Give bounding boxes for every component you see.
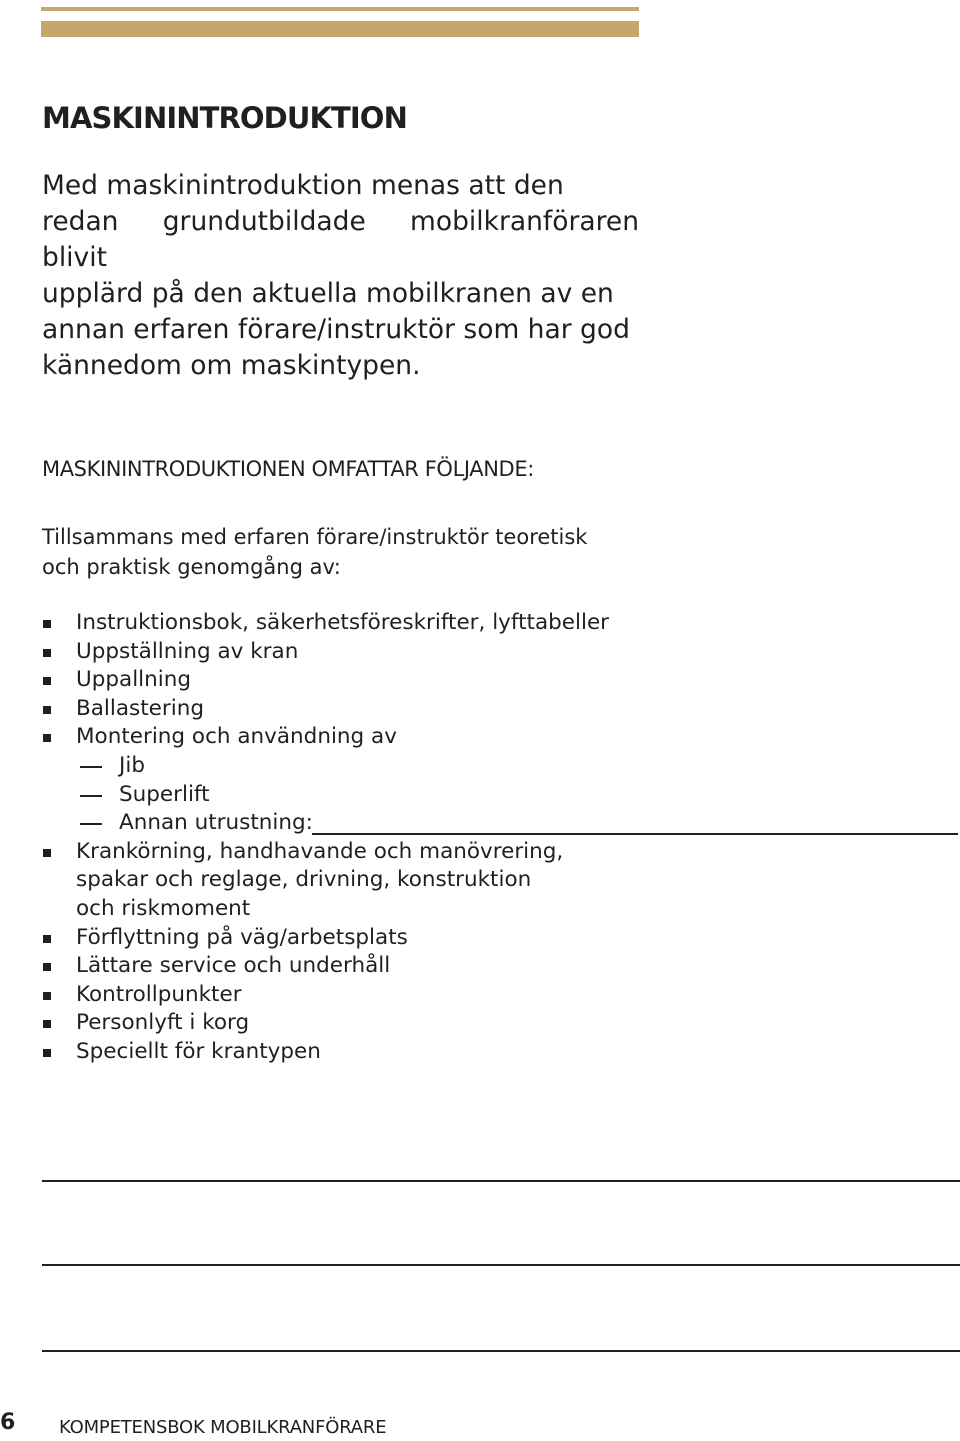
list-item <box>0 609 960 638</box>
page-number: 6 <box>0 1410 16 1435</box>
list-item-text: Uppallning <box>76 667 192 693</box>
sub-list-item-text: Annan utrustning: <box>119 810 313 836</box>
dash-bullet-icon <box>80 766 102 768</box>
writing-line[interactable] <box>42 1264 960 1266</box>
list-item <box>0 1009 960 1038</box>
lead-line: Tillsammans med erfaren förare/instruktör teoretisk <box>42 525 588 549</box>
list-item-text: Uppställning av kran <box>76 638 299 664</box>
dash-bullet-icon <box>80 823 102 825</box>
list-item-continuation <box>0 866 960 895</box>
list-item-text: Personlyft i korg <box>76 1010 250 1036</box>
square-bullet-icon <box>43 849 51 857</box>
dash-bullet-icon <box>80 795 102 797</box>
intro-line: redan grundutbildade mobilkranföraren blivit <box>42 206 639 273</box>
square-bullet-icon <box>43 963 51 971</box>
list-item <box>0 638 960 667</box>
list-item <box>0 952 960 981</box>
sub-list-item <box>0 752 960 781</box>
square-bullet-icon <box>43 935 51 943</box>
square-bullet-icon <box>43 620 51 628</box>
intro-line: kännedom om maskintypen. <box>42 350 421 381</box>
list-item-text: och riskmoment <box>76 895 251 921</box>
section-subheading: MASKININTRODUKTIONEN OMFATTAR FÖLJANDE: <box>42 457 534 481</box>
list-item <box>0 838 960 867</box>
list-item-text: Montering och användning av <box>76 724 397 750</box>
list-item-text: Ballastering <box>76 695 204 721</box>
list-item <box>0 924 960 953</box>
intro-line: annan erfaren förare/instruktör som har god <box>42 314 630 345</box>
intro-line: Med maskinintroduktion menas att den <box>42 170 564 201</box>
lead-line: och praktisk genomgång av: <box>42 555 341 579</box>
list-item <box>0 695 960 724</box>
list-item <box>0 981 960 1010</box>
writing-line[interactable] <box>42 1350 960 1352</box>
list-item <box>0 1038 960 1067</box>
list-item-text: Speciellt för krantypen <box>76 1038 321 1064</box>
list-item-continuation <box>0 895 960 924</box>
list-item-text: spakar och reglage, drivning, konstruktion <box>76 867 532 893</box>
list-item-text: Instruktionsbok, säkerhetsföreskrifter, lyfttabeller <box>76 610 610 635</box>
list-item <box>0 723 960 752</box>
list-item-text: Krankörning, handhavande och manövrering, <box>76 838 564 864</box>
sub-list-item-text: Jib <box>119 752 145 778</box>
list-item-text: Lättare service och underhåll <box>76 953 391 979</box>
writing-line[interactable] <box>42 1180 960 1182</box>
square-bullet-icon <box>43 734 51 742</box>
list-item-text: Förflyttning på väg/arbetsplats <box>76 924 408 950</box>
square-bullet-icon <box>43 677 51 685</box>
content-list <box>0 609 960 1067</box>
square-bullet-icon <box>43 649 51 657</box>
sub-list-item <box>0 781 960 810</box>
footer-title: KOMPETENSBOK MOBILKRANFÖRARE <box>59 1417 387 1438</box>
fill-in-line[interactable] <box>312 833 958 835</box>
header-band-thin <box>41 7 639 11</box>
header-band-thick <box>41 21 639 37</box>
intro-paragraph <box>42 168 639 384</box>
list-item <box>0 666 960 695</box>
page-heading: MASKININTRODUKTION <box>42 101 407 135</box>
lead-paragraph <box>42 522 602 582</box>
square-bullet-icon <box>43 992 51 1000</box>
intro-line: upplärd på den aktuella mobilkranen av en <box>42 278 614 309</box>
list-item-text: Kontrollpunkter <box>76 981 242 1007</box>
square-bullet-icon <box>43 706 51 714</box>
square-bullet-icon <box>43 1049 51 1057</box>
sub-list-item-text: Superlift <box>119 781 210 807</box>
sub-list-item <box>0 809 960 838</box>
square-bullet-icon <box>43 1020 51 1028</box>
